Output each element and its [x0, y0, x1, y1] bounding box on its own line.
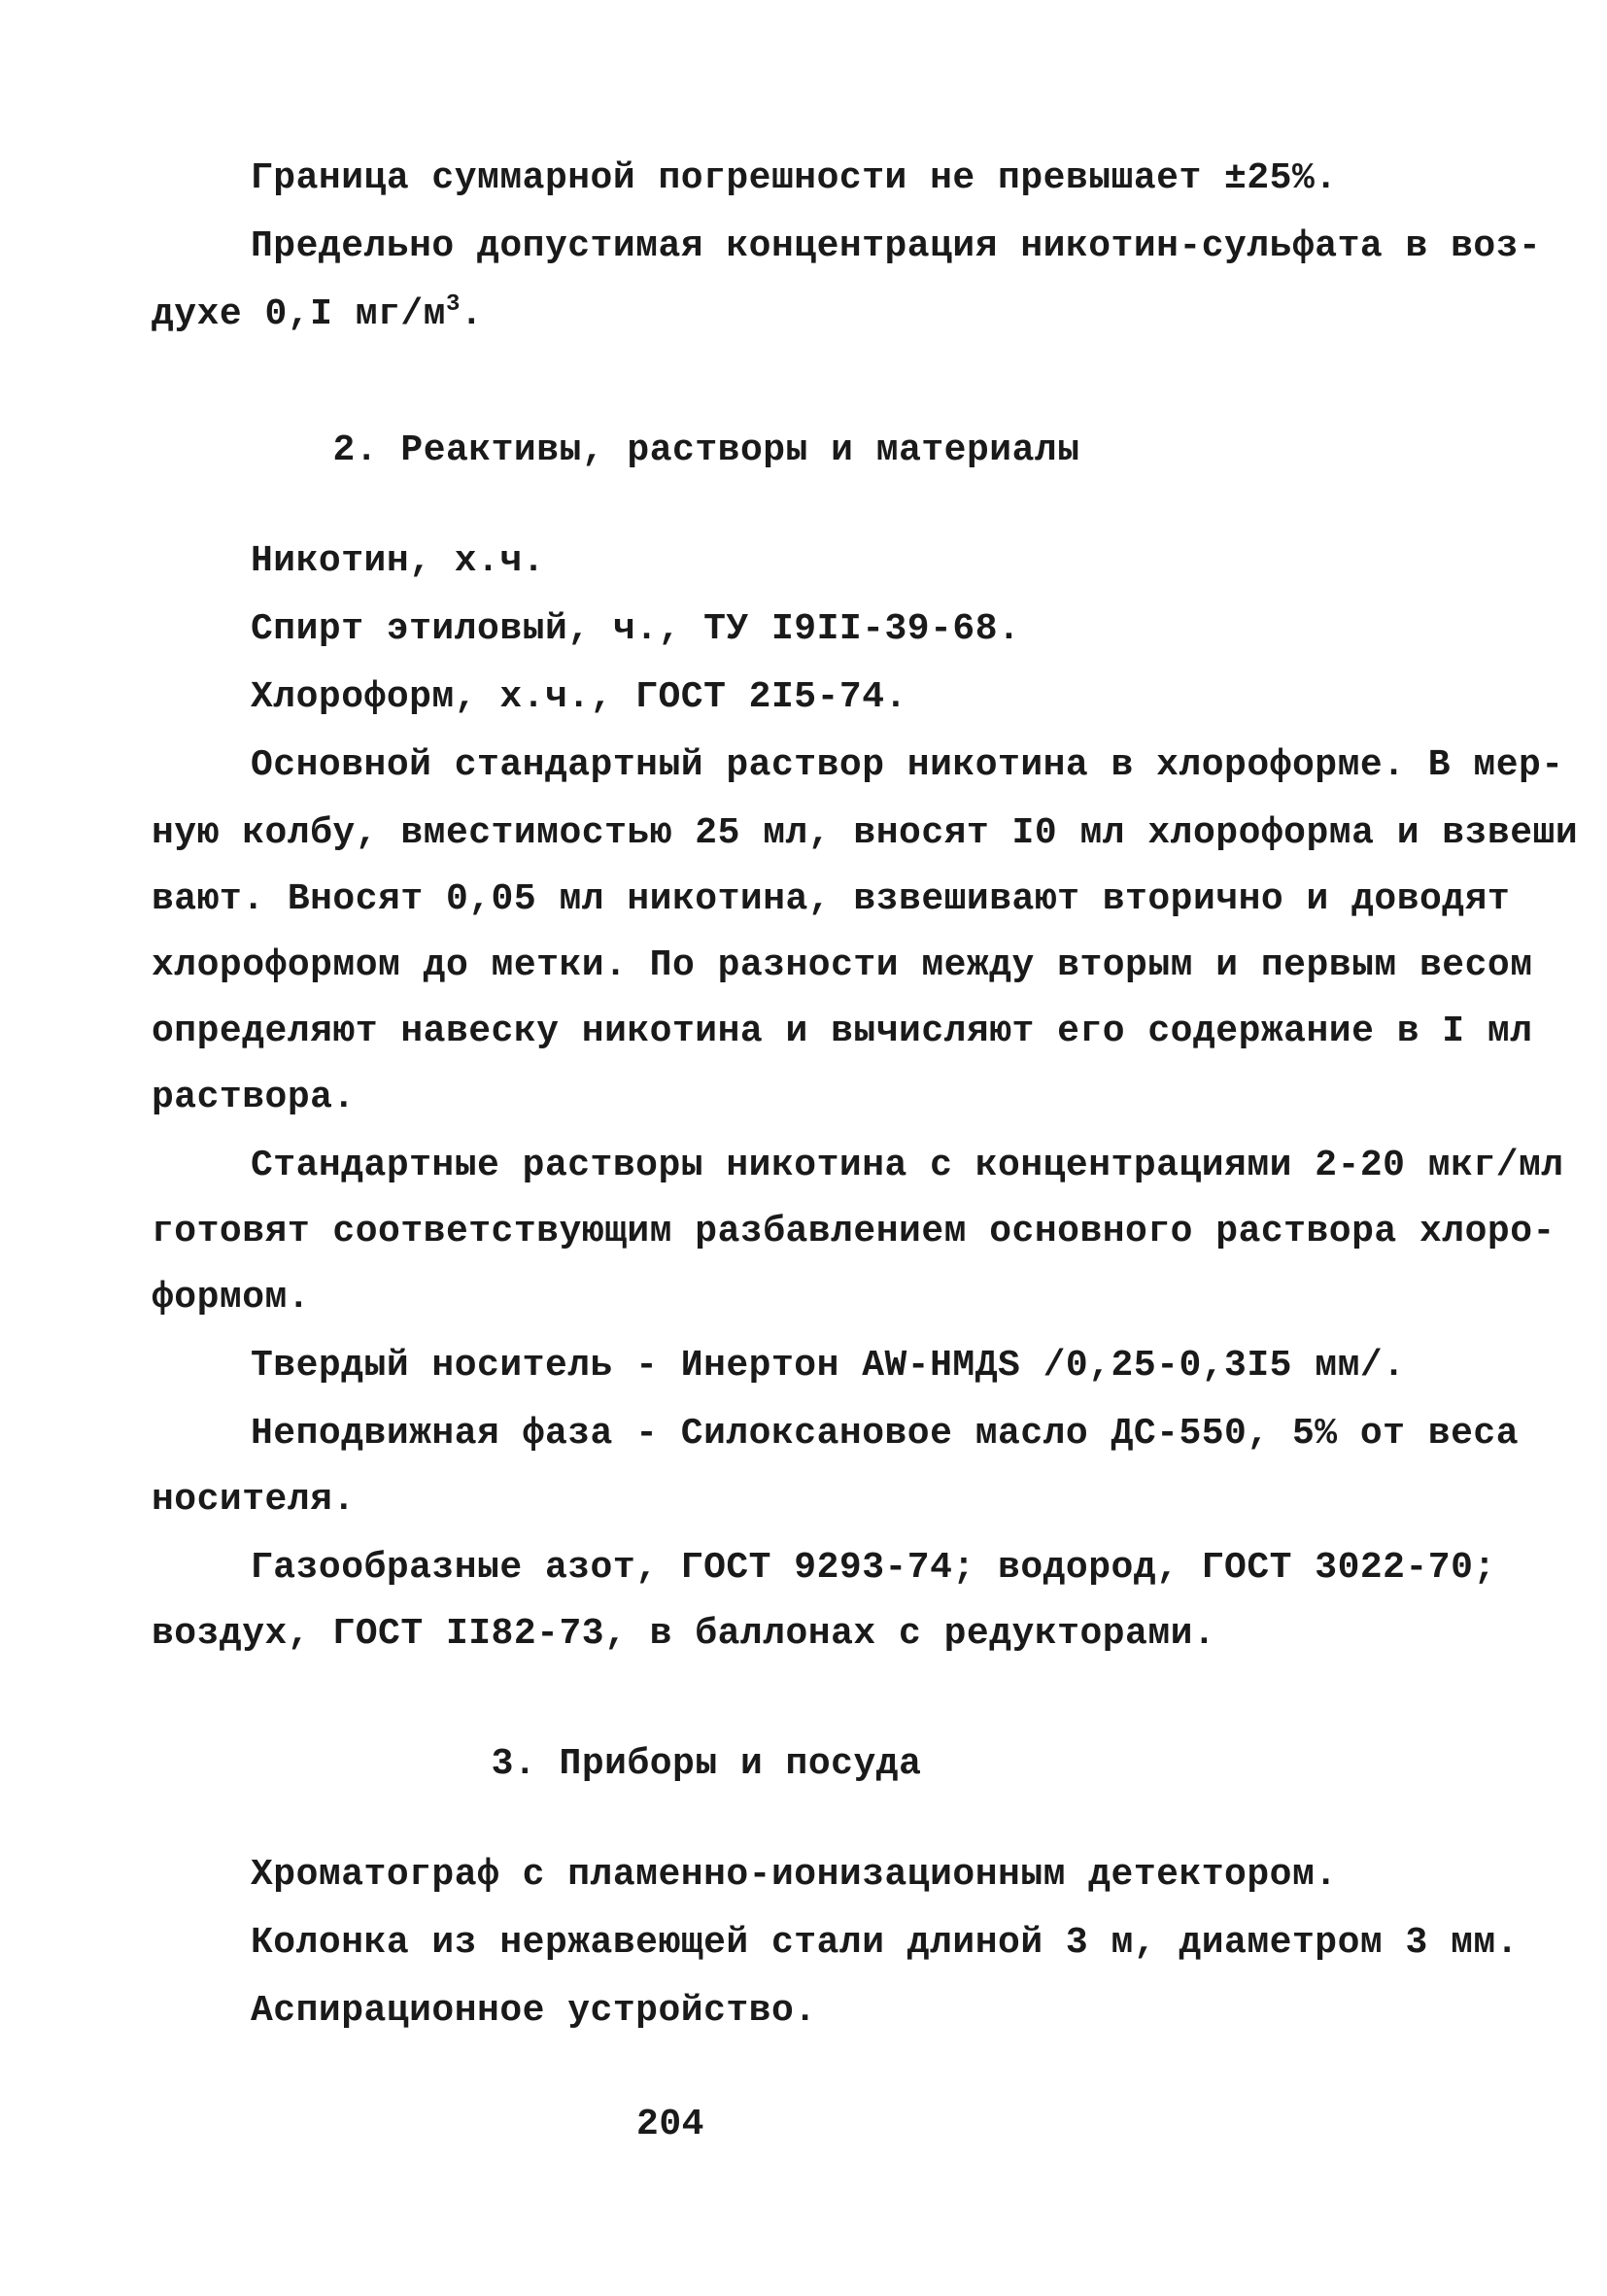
stationary-phase-line: носителя. — [152, 1479, 356, 1521]
stock-solution-line: хлороформом до метки. По разности между вторым и первым весом — [152, 944, 1533, 986]
stock-solution-line: ную колбу, вместимостью 25 мл, вносят I0 мл хлороформа и взвеши — [152, 812, 1579, 854]
standard-solutions-line: формом. — [152, 1277, 311, 1319]
instrument-chromatograph: Хроматограф с пламенно-ионизационным детектором. — [251, 1854, 1338, 1896]
mac-period: . — [460, 293, 484, 335]
stock-solution-line: определяют навеску никотина и вычисляют его содержание в I мл — [152, 1011, 1533, 1052]
mac-unit-exponent: 3 — [445, 291, 461, 318]
stationary-phase-line: Неподвижная фаза - Силоксановое масло ДС-550, 5% от веса — [251, 1413, 1520, 1455]
mac-value: духе 0,I мг/м — [152, 293, 446, 335]
stock-solution-line: вают. Вносят 0,05 мл никотина, взвешивают вторично и доводят — [152, 878, 1511, 920]
section-2-heading: 2. Реактивы, растворы и материалы — [332, 429, 1080, 471]
gases-line: Газообразные азот, ГОСТ 9293-74; водород, ГОСТ 3022-70; — [251, 1547, 1496, 1589]
standard-solutions-line: Стандартные растворы никотина с концентрациями 2-20 мкг/мл — [251, 1145, 1564, 1186]
reagent-nicotine: Никотин, х.ч. — [251, 540, 545, 582]
page-number: 204 — [636, 2104, 704, 2145]
gases-line: воздух, ГОСТ II82-73, в баллонах с редукторами. — [152, 1613, 1216, 1655]
stock-solution-line: Основной стандартный раствор никотина в хлороформе. В мер- — [251, 744, 1564, 786]
reagent-chloroform: Хлороформ, х.ч., ГОСТ 2I5-74. — [251, 676, 907, 718]
mac-line-continued — [152, 293, 483, 336]
mac-line: Предельно допустимая концентрация никотин-сульфата в воз- — [251, 225, 1542, 267]
reagent-ethanol: Спирт этиловый, ч., ТУ I9II-39-68. — [251, 608, 1021, 650]
instrument-column: Колонка из нержавеющей стали длиной 3 м, диаметром 3 мм. — [251, 1922, 1520, 1964]
standard-solutions-line: готовят соответствующим разбавлением основного раствора хлоро- — [152, 1211, 1556, 1252]
stock-solution-line: раствора. — [152, 1077, 356, 1118]
instrument-aspirator: Аспирационное устройство. — [251, 1990, 817, 2032]
error-limit-line: Граница суммарной погрешности не превышает ±25%. — [251, 157, 1338, 199]
solid-carrier-line: Твердый носитель - Инертон AW-НМДS /0,25-0,3I5 мм/. — [251, 1345, 1406, 1387]
section-3-heading: 3. Приборы и посуда — [491, 1743, 922, 1785]
